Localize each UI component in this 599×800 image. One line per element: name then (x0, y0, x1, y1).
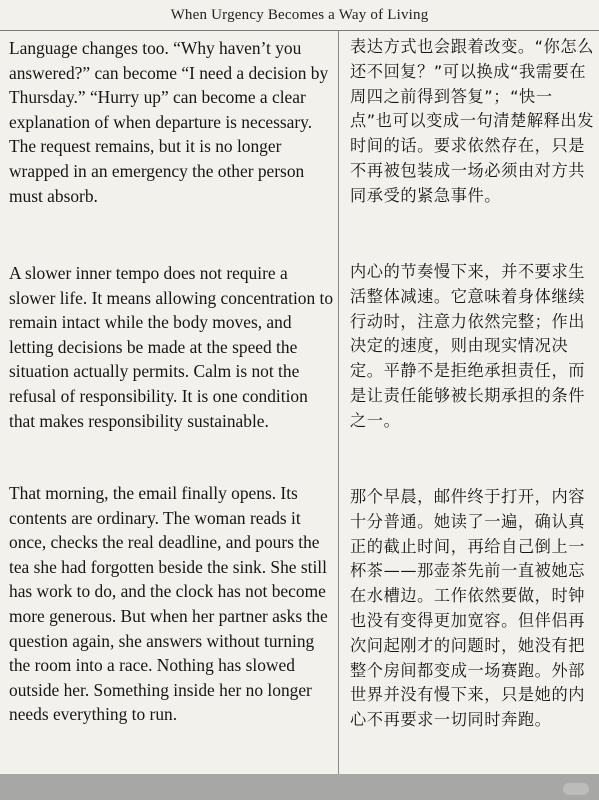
page-title: When Urgency Becomes a Way of Living (170, 7, 429, 23)
english-paragraph-2: A slower inner tempo does not require a slower life. It means allowing concentration to remain intact while the body moves, and letting decisions be made at the speed the situation actually permits. Calm is not the refusal of responsibility. It is one condition that makes responsibility sustainable. (9, 263, 334, 431)
english-paragraph-3: That morning, the email finally opens. Its contents are ordinary. The woman reads it once, checks the real deadline, and pours the tea she had forgotten beside the sink. She still has work to do, and the clock has not become more generous. But when her partner asks the question again, she answers without turning the room into a race. Nothing has slowed outside her. Something inside her no longer needs everything to run. (9, 483, 328, 725)
column-divider (338, 31, 339, 774)
chinese-paragraph-2: 内心的节奏慢下来，并不要求生活整体减速。它意味着身体继续行动时，注意力依然完整；作出决定的速度，则由现实情况决定。平静不是拒绝承担责任，而是让责任能够被长期承担的条件之一。 (350, 262, 586, 430)
chinese-paragraph-3: 那个早晨，邮件终于打开，内容十分普通。她读了一遍，确认真正的截止时间，再给自己倒上一杯茶——那壶茶先前一直被她忘在水槽边。工作依然要做，时钟也没有变得更加宽容。但伴侣再次问起刚才的问题时，她没有把整个房间都变成一场赛跑。外部世界并没有慢下来，只是她的内心不再要求一切同时奔跑。 (350, 487, 586, 730)
english-paragraph-1: Language changes too. “Why haven’t you answered?” can become “I need a decision by Thursday.” “Hurry up” can become a clear explanation of when departure is necessary. The request remains, but it is no longer wrapped in an emergency the other person must absorb. (9, 38, 329, 206)
watermark-logo (563, 783, 589, 795)
title-divider (0, 30, 599, 31)
bottom-bar (0, 774, 599, 800)
chinese-paragraph-1: 表达方式也会跟着改变。“你怎么还不回复？”可以换成“我需要在周四之前得到答复”；“快一点”也可以变成一句清楚解释出发时间的话。要求依然存在，只是不再被包装成一场必须由对方共同承受的紧急事件。 (350, 37, 595, 205)
